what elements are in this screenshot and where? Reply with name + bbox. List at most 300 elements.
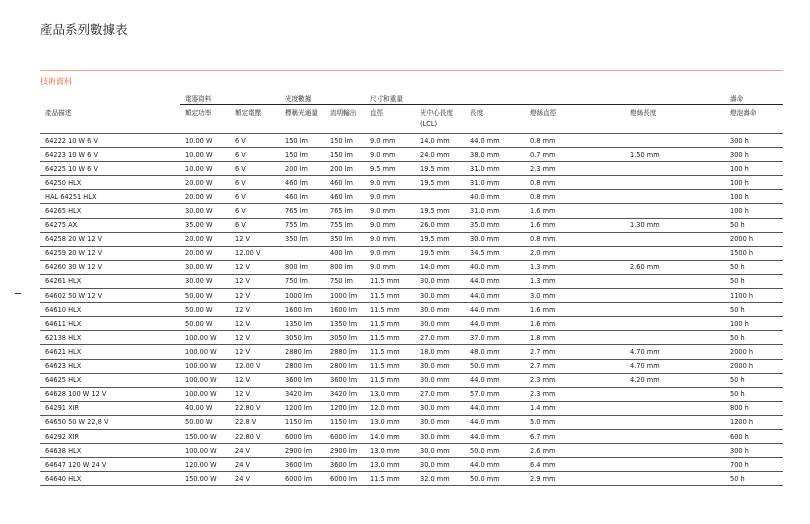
table-cell: 30.0 mm [415, 444, 465, 458]
table-cell: 44.0 mm [465, 458, 525, 472]
column-header: 產品描述 [40, 105, 180, 134]
table-cell: 460 lm [325, 190, 365, 204]
table-cell: 9.0 mm [365, 246, 415, 260]
table-cell: 11.5 mm [365, 373, 415, 387]
table-cell: 6 V [230, 148, 280, 162]
table-cell: 100 h [725, 176, 783, 190]
table-cell: 44.0 mm [465, 415, 525, 429]
table-cell: 12 V [230, 331, 280, 345]
table-cell: 19.5 mm [415, 162, 465, 176]
table-cell: 150.00 W [180, 429, 230, 443]
table-cell: 27.0 mm [415, 331, 465, 345]
table-cell: 300 h [725, 148, 783, 162]
table-cell [625, 204, 725, 218]
table-cell: 2880 lm [325, 345, 365, 359]
table-cell: 12 V [230, 303, 280, 317]
table-cell: 27.0 mm [415, 387, 465, 401]
table-cell: 1.3 mm [525, 274, 625, 288]
table-cell: 20.00 W [180, 190, 230, 204]
column-header: 光中心長度 (LCL) [415, 105, 465, 134]
table-cell: 1.6 mm [525, 218, 625, 232]
table-cell: 30.0 mm [415, 289, 465, 303]
table-cell: 4.70 mm [625, 359, 725, 373]
column-header: 長度 [465, 105, 525, 134]
table-cell: 765 lm [280, 204, 325, 218]
table-cell: 31.0 mm [465, 204, 525, 218]
table-cell: 1350 lm [280, 317, 325, 331]
table-cell: 3050 lm [325, 331, 365, 345]
table-cell: 2000 h [725, 232, 783, 246]
table-cell: 3420 lm [325, 387, 365, 401]
table-cell: 64647 120 W 24 V [40, 458, 180, 472]
table-cell: 800 h [725, 401, 783, 415]
table-cell: 18.0 mm [415, 345, 465, 359]
table-cell [625, 232, 725, 246]
table-cell: 2.6 mm [525, 444, 625, 458]
table-cell: 10.00 W [180, 148, 230, 162]
table-cell: 19.5 mm [415, 204, 465, 218]
table-row [40, 472, 783, 486]
table-cell: 64640 HLX [40, 472, 180, 486]
table-cell: 6 V [230, 218, 280, 232]
page-title: 產品系列數據表 [40, 22, 128, 37]
table-cell: 800 lm [280, 260, 325, 274]
table-cell: 6 V [230, 134, 280, 148]
table-cell: 700 h [725, 458, 783, 472]
table-cell: 0.8 mm [525, 232, 625, 246]
table-cell: 64611 HLX [40, 317, 180, 331]
table-cell: 44.0 mm [465, 134, 525, 148]
table-cell: 3.0 mm [525, 289, 625, 303]
table-cell: 460 lm [280, 190, 325, 204]
table-row [40, 246, 783, 260]
table-cell: 64259 20 W 12 V [40, 246, 180, 260]
table-cell: 350 lm [325, 232, 365, 246]
table-cell: 24 V [230, 458, 280, 472]
table-cell: 50 h [725, 260, 783, 274]
table-row [40, 274, 783, 288]
table-cell: 9.0 mm [365, 232, 415, 246]
table-cell: 100.00 W [180, 373, 230, 387]
table-cell: 50.0 mm [465, 444, 525, 458]
table-cell [625, 401, 725, 415]
table-cell: 9.0 mm [365, 190, 415, 204]
table-cell: 30.0 mm [415, 401, 465, 415]
table-cell: 100.00 W [180, 444, 230, 458]
table-cell: 24 V [230, 472, 280, 486]
table-cell: 1.30 mm [625, 218, 725, 232]
table-cell: 1.6 mm [525, 303, 625, 317]
table-cell: 31.0 mm [465, 176, 525, 190]
table-cell: 9.0 mm [365, 204, 415, 218]
table-row [40, 289, 783, 303]
table-cell [625, 415, 725, 429]
table-cell [625, 317, 725, 331]
table-cell: 100.00 W [180, 387, 230, 401]
table-cell: 64258 20 W 12 V [40, 232, 180, 246]
table-cell: 50.00 W [180, 317, 230, 331]
table-cell: 100 h [725, 317, 783, 331]
table-row [40, 429, 783, 443]
table-cell: 1.6 mm [525, 317, 625, 331]
table-cell: 64625 HLX [40, 373, 180, 387]
table-cell: 30.0 mm [415, 317, 465, 331]
table-cell [625, 472, 725, 486]
table-row [40, 148, 783, 162]
table-cell: 44.0 mm [465, 373, 525, 387]
table-cell: 64638 HLX [40, 444, 180, 458]
table-cell: 2.7 mm [525, 345, 625, 359]
table-cell: 64623 HLX [40, 359, 180, 373]
table-cell: 2.9 mm [525, 472, 625, 486]
table-cell: 20.00 W [180, 176, 230, 190]
table-cell: 64628 100 W 12 V [40, 387, 180, 401]
table-cell: 6000 lm [280, 429, 325, 443]
table-cell: 100 h [725, 204, 783, 218]
table-cell: 12 V [230, 274, 280, 288]
table-cell: 24 V [230, 444, 280, 458]
group-dimensions: 尺寸和重量 [365, 91, 725, 105]
table-cell: 19.5 mm [415, 176, 465, 190]
table-cell [625, 274, 725, 288]
table-cell: 750 lm [280, 274, 325, 288]
table-cell: 12 V [230, 317, 280, 331]
table-cell: 14.0 mm [415, 260, 465, 274]
table-row [40, 303, 783, 317]
table-cell: 150 lm [280, 148, 325, 162]
table-cell: 2800 lm [325, 359, 365, 373]
table-cell: 9.0 mm [365, 218, 415, 232]
table-cell: 37.0 mm [465, 331, 525, 345]
table-cell: 14.0 mm [365, 429, 415, 443]
table-row [40, 260, 783, 274]
column-header: 燈絲直徑 [525, 105, 625, 134]
table-cell: 64222 10 W 6 V [40, 134, 180, 148]
table-cell: 35.00 W [180, 218, 230, 232]
table-cell: 2000 h [725, 345, 783, 359]
product-data-table [40, 91, 783, 486]
group-photometric: 光度數據 [280, 91, 365, 105]
table-body [40, 134, 783, 486]
table-cell: 2880 lm [280, 345, 325, 359]
table-cell: 3600 lm [280, 373, 325, 387]
table-cell: 19.5 mm [415, 232, 465, 246]
table-cell: 64250 HLX [40, 176, 180, 190]
table-cell: 44.0 mm [465, 429, 525, 443]
table-cell: 30.0 mm [415, 415, 465, 429]
table-cell: 750 lm [325, 274, 365, 288]
table-row [40, 176, 783, 190]
table-cell: 755 lm [325, 218, 365, 232]
table-cell: 100 h [725, 190, 783, 204]
table-cell: 50.00 W [180, 303, 230, 317]
table-row [40, 387, 783, 401]
table-cell: HAL 64251 HLX [40, 190, 180, 204]
table-row [40, 162, 783, 176]
table-row [40, 218, 783, 232]
table-row [40, 331, 783, 345]
table-cell: 6000 lm [325, 429, 365, 443]
table-cell: 32.0 mm [415, 472, 465, 486]
table-cell: 460 lm [280, 176, 325, 190]
table-cell: 2900 lm [280, 444, 325, 458]
table-cell: 0.7 mm [525, 148, 625, 162]
table-cell: 50 h [725, 373, 783, 387]
table-cell: 6000 lm [325, 472, 365, 486]
table-row [40, 359, 783, 373]
table-cell: 50 h [725, 218, 783, 232]
table-cell: 64260 30 W 12 V [40, 260, 180, 274]
table-cell: 765 lm [325, 204, 365, 218]
table-cell: 13.0 mm [365, 387, 415, 401]
table-cell [625, 162, 725, 176]
table-cell: 4.20 mm [625, 373, 725, 387]
table-cell: 35.0 mm [465, 218, 525, 232]
table-cell: 13.0 mm [365, 415, 415, 429]
table-cell: 400 lm [325, 246, 365, 260]
table-cell: 150.00 W [180, 472, 230, 486]
table-cell: 150 lm [325, 148, 365, 162]
table-cell: 20.00 W [180, 232, 230, 246]
table-cell: 50.00 W [180, 415, 230, 429]
table-cell [625, 134, 725, 148]
table-row [40, 345, 783, 359]
table-cell: 3600 lm [325, 458, 365, 472]
table-row [40, 373, 783, 387]
table-cell: 1600 lm [325, 303, 365, 317]
table-cell: 10.00 W [180, 134, 230, 148]
table-cell [625, 303, 725, 317]
table-row [40, 401, 783, 415]
table-cell: 5.0 mm [525, 415, 625, 429]
table-cell: 44.0 mm [465, 289, 525, 303]
table-cell: 12 V [230, 289, 280, 303]
table-cell: 38.0 mm [465, 148, 525, 162]
table-cell: 9.0 mm [365, 260, 415, 274]
table-cell [625, 246, 725, 260]
table-cell: 22.80 V [230, 429, 280, 443]
table-cell: 30.0 mm [415, 303, 465, 317]
table-cell: 1000 lm [280, 289, 325, 303]
table-cell: 64610 HLX [40, 303, 180, 317]
table-cell: 9.5 mm [365, 162, 415, 176]
table-row [40, 190, 783, 204]
table-cell: 57.0 mm [465, 387, 525, 401]
table-cell: 1200 h [725, 415, 783, 429]
table-row [40, 232, 783, 246]
table-cell: 1.50 mm [625, 148, 725, 162]
table-cell [625, 429, 725, 443]
table-row [40, 134, 783, 148]
table-cell: 3420 lm [280, 387, 325, 401]
table-cell: 64621 HLX [40, 345, 180, 359]
margin-mark [15, 293, 21, 294]
table-cell: 12 V [230, 232, 280, 246]
section-heading: 技術資料 [40, 77, 72, 86]
table-cell: 30.0 mm [415, 373, 465, 387]
table-cell: 6000 lm [280, 472, 325, 486]
section-divider [40, 70, 783, 71]
table-cell: 6.7 mm [525, 429, 625, 443]
table-cell: 50 h [725, 472, 783, 486]
table-cell: 350 lm [280, 232, 325, 246]
table-cell: 50.0 mm [465, 472, 525, 486]
table-cell: 64650 50 W 22,8 V [40, 415, 180, 429]
table-cell: 600 h [725, 429, 783, 443]
column-header: 流明輸出 [325, 105, 365, 134]
table-cell: 200 lm [325, 162, 365, 176]
table-cell: 11.5 mm [365, 274, 415, 288]
table-cell: 200 lm [280, 162, 325, 176]
table-cell: 50 h [725, 303, 783, 317]
table-cell [625, 444, 725, 458]
table-cell: 2.60 mm [625, 260, 725, 274]
table-cell: 12 V [230, 373, 280, 387]
column-header: 直徑 [365, 105, 415, 134]
table-cell: 34.5 mm [465, 246, 525, 260]
table-cell: 4.70 mm [625, 345, 725, 359]
table-cell: 1100 h [725, 289, 783, 303]
table-cell: 150 lm [325, 134, 365, 148]
table-cell [625, 176, 725, 190]
table-cell: 62138 HLX [40, 331, 180, 345]
table-cell: 6 V [230, 204, 280, 218]
column-header-row [40, 105, 783, 134]
table-cell: 30.0 mm [415, 274, 465, 288]
table-cell [280, 246, 325, 260]
table-cell: 2.0 mm [525, 246, 625, 260]
table-cell: 44.0 mm [465, 317, 525, 331]
table-cell: 9.0 mm [365, 134, 415, 148]
group-header-row [40, 91, 783, 105]
table-cell: 64261 HLX [40, 274, 180, 288]
table-cell: 12.00 V [230, 359, 280, 373]
table-row [40, 458, 783, 472]
table-cell: 1150 lm [325, 415, 365, 429]
table-cell: 120.00 W [180, 458, 230, 472]
table-cell: 6 V [230, 176, 280, 190]
table-cell: 40.0 mm [465, 190, 525, 204]
table-cell: 1600 lm [280, 303, 325, 317]
table-cell: 150 lm [280, 134, 325, 148]
table-cell: 1.8 mm [525, 331, 625, 345]
table-cell [625, 387, 725, 401]
table-cell [625, 458, 725, 472]
column-header: 標稱光通量 [280, 105, 325, 134]
column-header: 額定功率 [180, 105, 230, 134]
table-cell: 30.0 mm [415, 359, 465, 373]
table-cell: 2.3 mm [525, 387, 625, 401]
table-cell: 1200 lm [280, 401, 325, 415]
table-cell: 6 V [230, 190, 280, 204]
table-cell: 50.00 W [180, 289, 230, 303]
table-cell: 9.0 mm [365, 176, 415, 190]
table-cell: 1150 lm [280, 415, 325, 429]
table-cell: 3050 lm [280, 331, 325, 345]
table-cell: 3600 lm [325, 373, 365, 387]
table-cell: 10.00 W [180, 162, 230, 176]
group-electrical: 電器資料 [180, 91, 280, 105]
table-cell: 800 lm [325, 260, 365, 274]
table-cell: 1.6 mm [525, 204, 625, 218]
table-cell: 1000 lm [325, 289, 365, 303]
table-cell: 64223 10 W 6 V [40, 148, 180, 162]
table-cell: 12 V [230, 345, 280, 359]
table-cell: 31.0 mm [465, 162, 525, 176]
table-cell: 12 V [230, 387, 280, 401]
table-cell: 40.00 W [180, 401, 230, 415]
table-cell: 6 V [230, 162, 280, 176]
column-header: 燈泡壽命 [725, 105, 783, 134]
table-cell: 11.5 mm [365, 345, 415, 359]
table-cell: 100.00 W [180, 359, 230, 373]
table-cell: 64602 50 W 12 V [40, 289, 180, 303]
table-cell: 64275 AX [40, 218, 180, 232]
table-cell: 300 h [725, 134, 783, 148]
table-cell: 11.5 mm [365, 331, 415, 345]
column-header: 燈絲長度 [625, 105, 725, 134]
table-cell: 460 lm [325, 176, 365, 190]
column-header: 額定電壓 [230, 105, 280, 134]
table-cell: 11.5 mm [365, 472, 415, 486]
table-cell [415, 190, 465, 204]
table-cell: 22.8 V [230, 415, 280, 429]
table-cell: 0.8 mm [525, 190, 625, 204]
table-cell: 40.0 mm [465, 260, 525, 274]
table-cell: 50.0 mm [465, 359, 525, 373]
table-cell: 30.00 W [180, 260, 230, 274]
table-cell: 24.0 mm [415, 148, 465, 162]
table-cell: 9.0 mm [365, 148, 415, 162]
table-cell: 755 lm [280, 218, 325, 232]
table-cell: 12.00 V [230, 246, 280, 260]
table-cell: 1.4 mm [525, 401, 625, 415]
table-cell: 0.8 mm [525, 134, 625, 148]
table-cell: 100 h [725, 162, 783, 176]
table-cell: 14.0 mm [415, 134, 465, 148]
table-cell: 20.00 W [180, 246, 230, 260]
table-cell: 2900 lm [325, 444, 365, 458]
table-cell: 50 h [725, 387, 783, 401]
table-cell [625, 331, 725, 345]
table-row [40, 317, 783, 331]
table-cell: 11.5 mm [365, 359, 415, 373]
table-cell: 44.0 mm [465, 401, 525, 415]
table-cell: 30.0 mm [415, 458, 465, 472]
table-cell: 2.3 mm [525, 373, 625, 387]
table-row [40, 444, 783, 458]
table-cell: 30.0 mm [415, 429, 465, 443]
table-cell: 64265 HLX [40, 204, 180, 218]
table-cell: 44.0 mm [465, 274, 525, 288]
table-cell: 64291 XIR [40, 401, 180, 415]
table-cell: 2800 lm [280, 359, 325, 373]
table-cell: 100.00 W [180, 345, 230, 359]
table-cell: 1.3 mm [525, 260, 625, 274]
table-cell: 2000 h [725, 359, 783, 373]
table-cell [625, 289, 725, 303]
table-cell: 2.3 mm [525, 162, 625, 176]
table-cell: 12.0 mm [365, 401, 415, 415]
table-cell: 48.0 mm [465, 345, 525, 359]
table-cell: 0.8 mm [525, 176, 625, 190]
table-cell: 6.4 mm [525, 458, 625, 472]
group-lifespan: 壽命 [725, 91, 783, 105]
table-cell: 1200 lm [325, 401, 365, 415]
table-cell: 30.00 W [180, 204, 230, 218]
table-cell: 22.80 V [230, 401, 280, 415]
table-cell: 64292 XIR [40, 429, 180, 443]
